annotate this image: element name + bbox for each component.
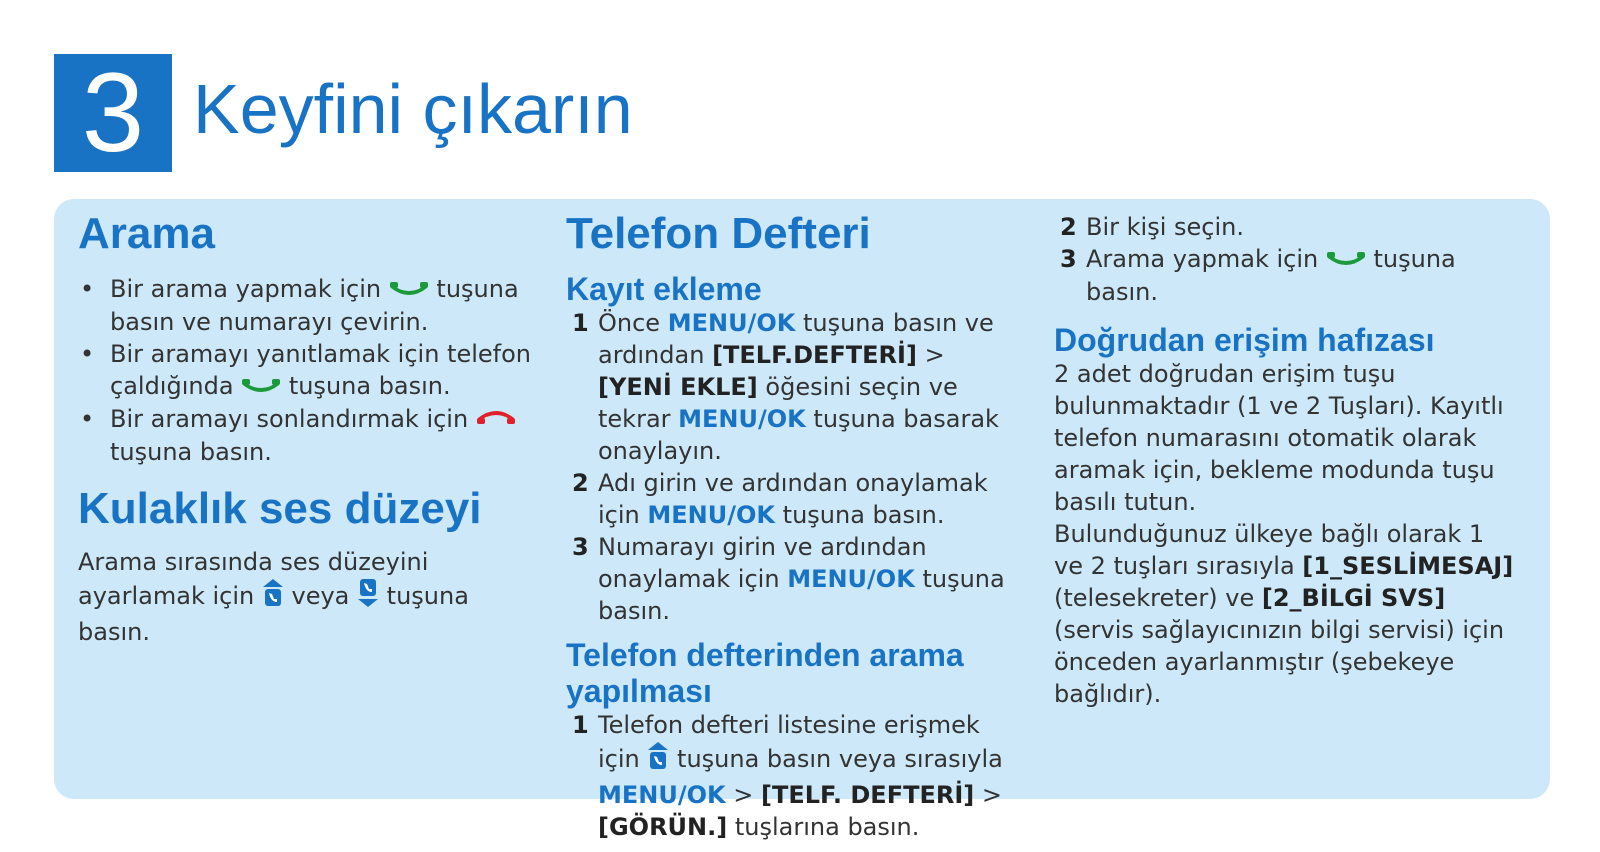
heading-defterden-arama: Telefon defterinden arama yapılması	[566, 637, 964, 709]
column-telefon-defteri	[566, 199, 1006, 843]
kayit-steps	[566, 307, 1006, 627]
heading-kulaklik: Kulaklık ses düzeyi	[78, 484, 482, 533]
call-green-icon	[389, 274, 429, 306]
list-item: • Bir aramayı sonlandırmak için tuşuna basın.	[78, 403, 548, 468]
step-item: 1 Önce MENU/OK tuşuna basın ve ardından [TELF.DEFTERİ] > [YENİ EKLE] öğesini seçin ve tekrar MENU/OK tuşuna basarak onaylayın.	[572, 309, 999, 465]
dogrudan-text-2: Bulunduğunuz ülkeye bağlı olarak 1 ve 2 tuşları sırasıyla [1_SESLİMESAJ] (telesekreter) ve [2_BİLGİ SVS] (servis sağlayıcınızın bilgi servisi) için önceden ayarlanmıştır (şebekeye bağlıdır).	[1054, 520, 1514, 708]
call-green-icon	[1326, 244, 1366, 276]
phonebook-up-icon	[647, 741, 669, 779]
heading-telefon-defteri: Telefon Defteri	[566, 209, 871, 258]
defter-arama-steps	[566, 709, 1006, 843]
page-title: Keyfini çıkarın	[193, 70, 633, 148]
column-dogrudan	[1054, 199, 1514, 710]
step-item: 2 Bir kişi seçin.	[1060, 213, 1244, 241]
heading-kayit-ekleme: Kayıt ekleme	[566, 271, 762, 307]
step-item: 3 Numarayı girin ve ardından onaylamak için MENU/OK tuşuna basın.	[572, 533, 1005, 625]
dogrudan-text-1: 2 adet doğrudan erişim tuşu bulunmaktadır (1 ve 2 Tuşları). Kayıtlı telefon numarasını otomatik olarak aramak için, bekleme modunda tuşu basılı tutun.	[1054, 360, 1504, 516]
section-number: 3	[54, 54, 172, 172]
list-item: • Bir aramayı yanıtlamak için telefon çaldığında tuşuna basın.	[78, 338, 548, 403]
redial-down-icon	[357, 578, 379, 616]
end-call-red-icon	[476, 404, 516, 436]
defter-arama-steps-cont	[1054, 211, 1514, 308]
step-item: 1 Telefon defteri listesine erişmek için tuşuna basın veya sırasıyla MENU/OK > [TELF. DEFTERİ] > [GÖRÜN.] tuşlarına basın.	[572, 711, 1003, 841]
call-green-icon	[241, 371, 281, 403]
phonebook-up-icon	[262, 578, 284, 616]
step-item: 3 Arama yapmak için tuşuna basın.	[1060, 245, 1456, 306]
heading-dogrudan-erisim: Doğrudan erişim hafızası	[1054, 322, 1435, 358]
arama-list	[78, 273, 548, 468]
kulaklik-text: Arama sırasında ses düzeyini ayarlamak için veya tuşuna basın.	[78, 548, 469, 646]
column-arama	[78, 199, 548, 648]
step-item: 2 Adı girin ve ardından onaylamak için MENU/OK tuşuna basın.	[572, 469, 988, 529]
content-panel	[54, 199, 1550, 841]
heading-arama: Arama	[78, 209, 215, 258]
list-item: • Bir arama yapmak için tuşuna basın ve numarayı çevirin.	[80, 275, 519, 336]
